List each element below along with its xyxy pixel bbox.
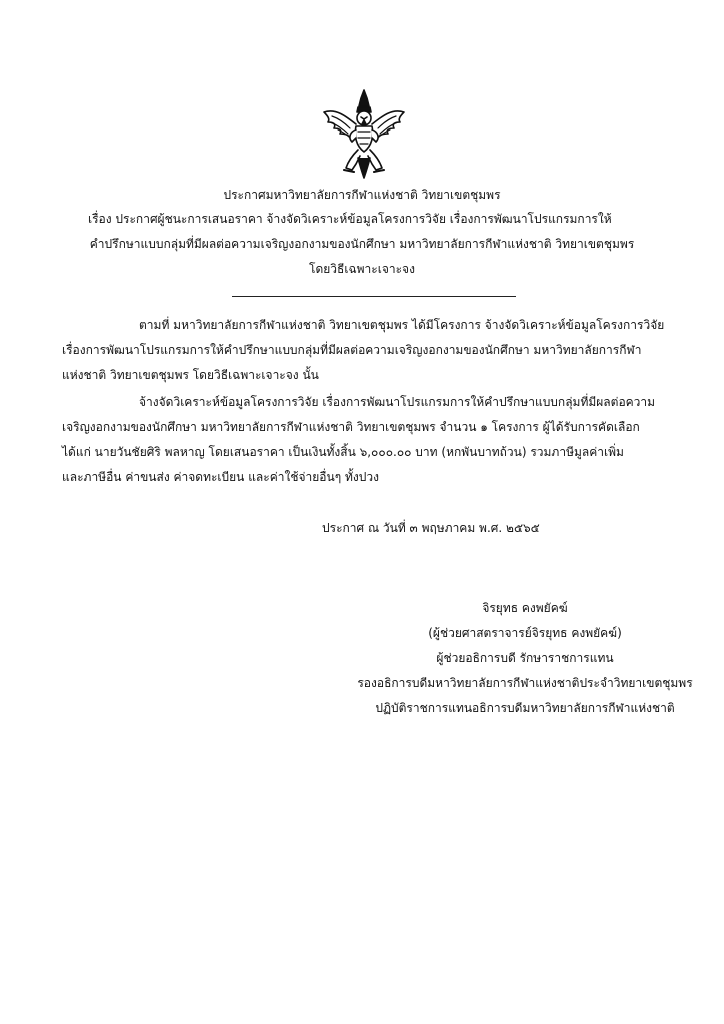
paragraph-line: และภาษีอื่น ค่าขนส่ง ค่าจดทะเบียน และค่าใช้จ่ายอื่นๆ ทั้งปวง — [62, 470, 379, 484]
signer-position: ผู้ช่วยอธิการบดี รักษาราชการแทน — [436, 651, 614, 665]
paragraph-line: ตามที่ มหาวิทยาลัยการกีฬาแห่งชาติ วิทยาเขตชุมพร ได้มีโครงการ จ้างจัดวิเคราะห์ข้อมูลโครงการวิจัย — [139, 318, 665, 332]
subject-line: คำปรึกษาแบบกลุ่มที่มีผลต่อความเจริญงอกงามของนักศึกษา มหาวิทยาลัยการกีฬาแห่งชาติ วิทยาเขตชุมพร — [89, 237, 635, 251]
paragraph-line: จ้างจัดวิเคราะห์ข้อมูลโครงการวิจัย เรื่องการพัฒนาโปรแกรมการให้คำปรึกษาแบบกลุ่มที่มีผลต่อความ — [139, 395, 656, 409]
paragraph-line: แห่งชาติ วิทยาเขตชุมพร โดยวิธีเฉพาะเจาะจง นั้น — [62, 368, 319, 382]
paragraph-line: เจริญงอกงามของนักศึกษา มหาวิทยาลัยการกีฬาแห่งชาติ วิทยาเขตชุมพร จำนวน ๑ โครงการ ผู้ได้รับการคัดเลือก — [62, 420, 640, 434]
title-divider — [232, 296, 516, 297]
subject-line: เรื่อง ประกาศผู้ชนะการเสนอราคา จ้างจัดวิเคราะห์ข้อมูลโครงการวิจัย เรื่องการพัฒนาโปรแกรมการให้ — [88, 212, 612, 226]
signer-name: จิรยุทธ คงพยัคฆ์ — [482, 601, 568, 615]
garuda-emblem-icon — [318, 86, 410, 182]
subject-line: โดยวิธีเฉพาะเจาะจง — [309, 262, 415, 276]
signer-position: รองอธิการบดีมหาวิทยาลัยการกีฬาแห่งชาติประจำวิทยาเขตชุมพร — [357, 676, 693, 690]
announcement-title: ประกาศมหาวิทยาลัยการกีฬาแห่งชาติ วิทยาเขตชุมพร — [223, 188, 501, 202]
signer-full-name: (ผู้ช่วยศาสตราจารย์จิรยุทธ คงพยัคฆ์) — [428, 626, 622, 640]
paragraph-line: เรื่องการพัฒนาโปรแกรมการให้คำปรึกษาแบบกลุ่มที่มีผลต่อความเจริญงอกงามของนักศึกษา มหาวิทยาลัยการกีฬา — [62, 343, 642, 357]
paragraph-line: ได้แก่ นายวันชัยศิริ พลหาญ โดยเสนอราคา เป็นเงินทั้งสิ้น ๖,๐๐๐.๐๐ บาท (หกพันบาทถ้วน) รวมภาษีมูลค่าเพิ่ม — [62, 445, 624, 459]
signer-position: ปฏิบัติราชการแทนอธิการบดีมหาวิทยาลัยการกีฬาแห่งชาติ — [375, 701, 675, 715]
announcement-date: ประกาศ ณ วันที่ ๓ พฤษภาคม พ.ศ. ๒๕๖๕ — [322, 521, 540, 535]
